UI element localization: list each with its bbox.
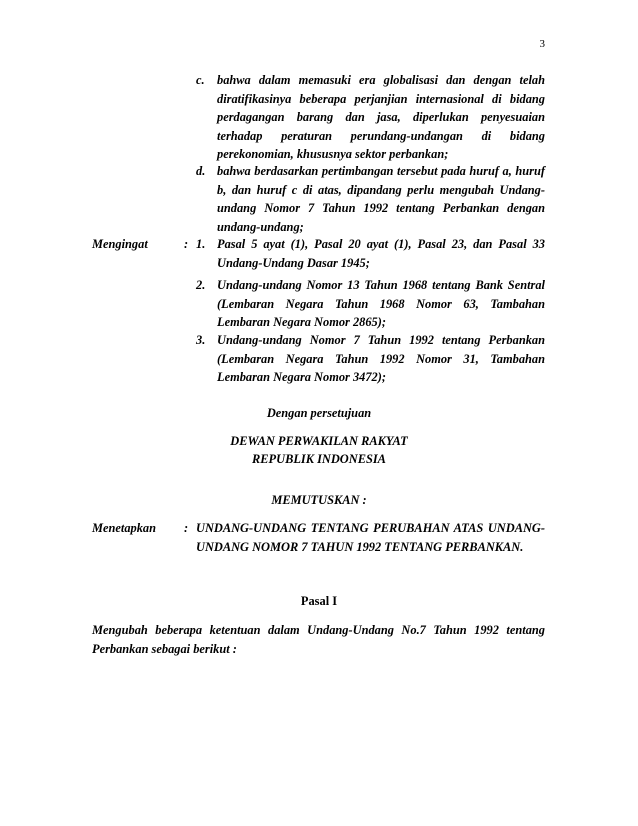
page-number: 3 [539,38,545,50]
decision-heading: MEMUTUSKAN : [271,493,367,507]
consideration-text-d: bahwa berdasarkan pertimbangan tersebut pada huruf a, huruf b, dan huruf c di atas, dipandang perlu mengubah Undang-undang Nomor 7 Tahun 1992 tentang Perbankan dengan undang-undang; [217,164,545,234]
mengingat-num-1: 1. [196,237,206,251]
mengingat-separator: : [184,237,189,251]
mengingat-item-2: Undang-undang Nomor 13 Tahun 1968 tentang Bank Sentral (Lembaran Negara Tahun 1968 Nomor 63, Tambahan Lembaran Negara Nomor 2865); [217,278,545,329]
consideration-text-c: bahwa dalam memasuki era globalisasi dan dengan telah diratifikasinya beberapa perjanjian internasional di bidang perdagangan barang dan jasa, diperlukan penyesuaian terhadap peraturan perundang-undangan di bidang perekonomian, khususnya sektor perbankan; [217,73,545,161]
menetapkan-text: UNDANG-UNDANG TENTANG PERUBAHAN ATAS UNDANG-UNDANG NOMOR 7 TAHUN 1992 TENTANG PERBANKAN. [196,521,545,554]
mengingat-item-3: Undang-undang Nomor 7 Tahun 1992 tentang Perbankan (Lembaran Negara Tahun 1992 Nomor 31, Tambahan Lembaran Negara Nomor 3472); [217,333,545,384]
pasal-heading: Pasal I [300,594,338,608]
mengingat-num-3: 3. [196,333,206,347]
mengingat-label: Mengingat [92,237,148,251]
mengingat-num-2: 2. [196,278,206,292]
approval-body-line2: REPUBLIK INDONESIA [252,452,386,466]
mengingat-item-1: Pasal 5 ayat (1), Pasal 20 ayat (1), Pasal 23, dan Pasal 33 Undang-Undang Dasar 1945; [217,237,545,270]
menetapkan-separator: : [184,521,189,535]
closing-text: Mengubah beberapa ketentuan dalam Undang-Undang No.7 Tahun 1992 tentang Perbankan sebagai berikut : [92,623,545,656]
consideration-letter-c: c. [196,73,205,87]
approval-heading: Dengan persetujuan [266,406,372,420]
approval-body-line1: DEWAN PERWAKILAN RAKYAT [230,434,408,448]
menetapkan-label: Menetapkan [92,521,157,535]
consideration-letter-d: d. [196,164,206,178]
